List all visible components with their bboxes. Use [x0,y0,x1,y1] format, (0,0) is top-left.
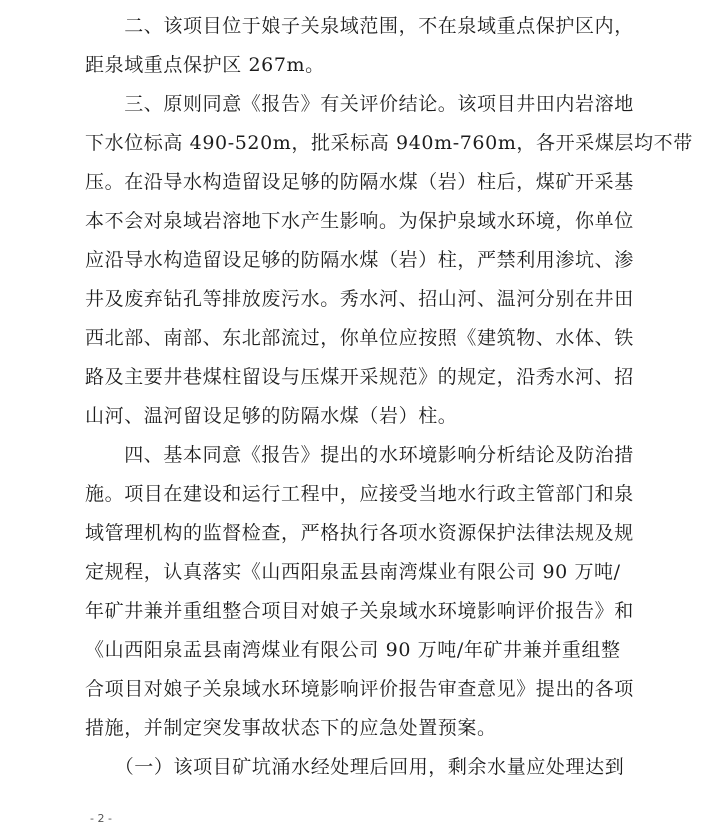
text-line: 措施，并制定突发事故状态下的应急处置预案。 [85,717,497,739]
text-line: 井及废弃钻孔等排放废污水。秀水河、招山河、温河分别在井田 [85,288,634,310]
text-line: 西北部、南部、东北部流过，你单位应按照《建筑物、水体、铁 [85,327,634,349]
text-line: 下水位标高 490-520m，批采标高 940m-760m，各开采煤层均不带 [85,132,693,154]
text-line: 二、该项目位于娘子关泉域范围，不在泉域重点保护区内， [85,15,634,37]
text-line: 《山西阳泉盂县南湾煤业有限公司 90 万吨/年矿井兼并重组整 [85,639,621,661]
text-line: 施。项目在建设和运行工程中，应接受当地水行政主管部门和泉 [85,483,634,505]
text-line: 压。在沿导水构造留设足够的防隔水煤（岩）柱后，煤矿开采基 [85,171,634,193]
text-line: 域管理机构的监督检查，严格执行各项水资源保护法律法规及规 [85,522,634,544]
text-line: 本不会对泉域岩溶地下水产生影响。为保护泉域水环境，你单位 [85,210,634,232]
text-line: 定规程，认真落实《山西阳泉盂县南湾煤业有限公司 90 万吨/ [85,561,621,583]
text-line: 距泉域重点保护区 267m。 [85,54,325,76]
text-line: 山河、温河留设足够的防隔水煤（岩）柱。 [85,405,458,427]
text-line: 年矿井兼并重组整合项目对娘子关泉域水环境影响评价报告》和 [85,600,634,622]
text-line: 三、原则同意《报告》有关评价结论。该项目井田内岩溶地 [85,93,634,115]
text-line: 路及主要井巷煤柱留设与压煤开采规范》的规定，沿秀水河、招 [85,366,634,388]
text-line: 四、基本同意《报告》提出的水环境影响分析结论及防治措 [85,444,634,466]
text-line: （一）该项目矿坑涌水经处理后回用，剩余水量应处理达到 [85,756,625,778]
text-line: 合项目对娘子关泉域水环境影响评价报告审查意见》提出的各项 [85,678,634,700]
text-line: 应沿导水构造留设足够的防隔水煤（岩）柱，严禁利用渗坑、渗 [85,249,634,271]
page-number: - 2 - [90,812,112,825]
